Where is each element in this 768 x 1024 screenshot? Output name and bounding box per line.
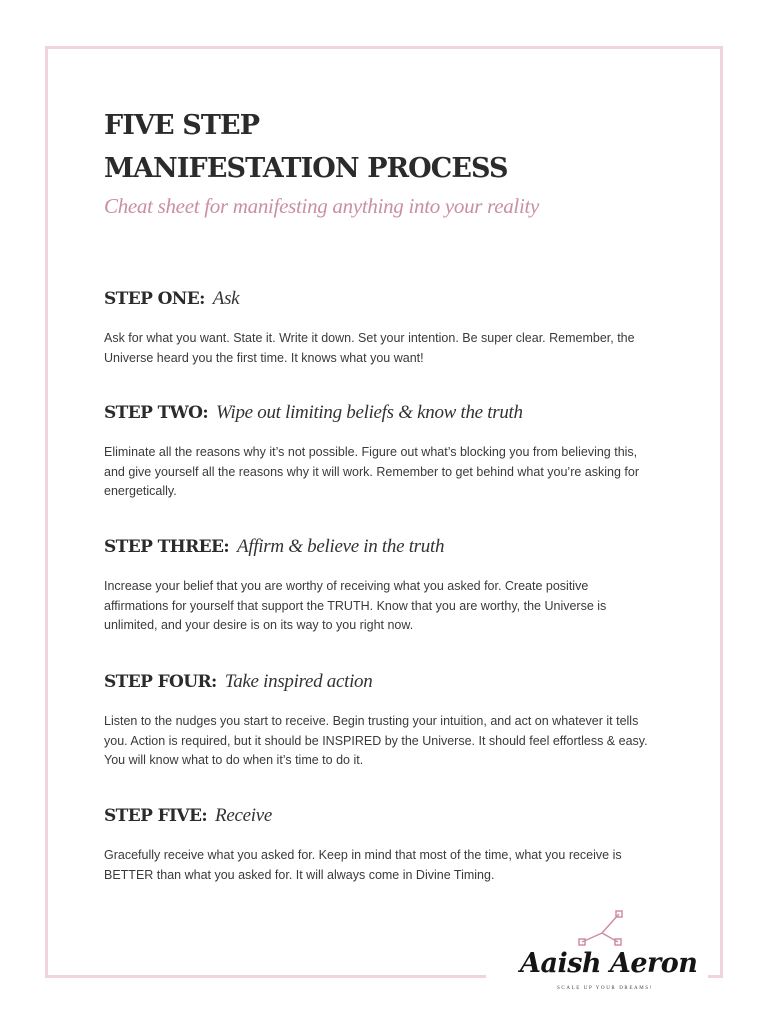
brand-logo	[520, 905, 698, 1000]
step-label: STEP FIVE:	[104, 806, 208, 826]
step-body: Increase your belief that you are worthy of receiving what you asked for. Create positive affirmations for yourself that support the TRUTH. Know that you are worthy, the Universe is unlimited, and your desire is on its way to you right now.	[104, 579, 607, 632]
constellation-icon	[576, 905, 628, 951]
step-heading	[104, 401, 664, 425]
step-name: Take inspired action	[224, 671, 373, 692]
step-five	[104, 804, 664, 885]
logo-tagline: SCALE UP YOUR DREAMS!	[557, 986, 653, 991]
step-four	[104, 670, 664, 771]
step-one	[104, 287, 664, 368]
step-name: Ask	[212, 288, 240, 309]
step-heading	[104, 287, 664, 311]
step-three	[104, 535, 664, 636]
document-content	[104, 104, 664, 219]
title-line-1: FIVE STEP	[104, 110, 260, 141]
step-label: STEP ONE:	[104, 289, 205, 309]
step-body: Ask for what you want. State it. Write it down. Set your intention. Be super clear. Remember, the Universe heard you the first time. It knows what you want!	[104, 331, 635, 365]
title-line-2: MANIFESTATION PROCESS	[104, 153, 508, 184]
step-heading	[104, 804, 664, 828]
step-label: STEP FOUR:	[104, 672, 217, 692]
step-label: STEP THREE:	[104, 537, 230, 557]
step-name: Affirm & believe in the truth	[237, 536, 445, 557]
step-body: Eliminate all the reasons why it’s not possible. Figure out what’s blocking you from believing this, and give yourself all the reasons why it will work. Remember to get behind what you’re asking for energetically.	[104, 445, 639, 498]
step-name: Receive	[215, 805, 272, 826]
step-body: Gracefully receive what you asked for. Keep in mind that most of the time, what you receive is BETTER than what you asked for. It will always come in Divine Timing.	[104, 848, 622, 882]
page-title	[104, 104, 664, 190]
step-two	[104, 401, 664, 502]
step-heading	[104, 670, 664, 694]
step-body: Listen to the nudges you start to receive. Begin trusting your intuition, and act on whatever it tells you. Action is required, but it should be INSPIRED by the Universe. It should feel effortless & easy. You will know what to do when it’s time to do it.	[104, 714, 648, 767]
step-label: STEP TWO:	[104, 403, 209, 423]
page-subtitle: Cheat sheet for manifesting anything into your reality	[104, 194, 540, 218]
step-heading	[104, 535, 664, 559]
step-name: Wipe out limiting beliefs & know the truth	[216, 402, 523, 423]
logo-wordmark: Aaish Aeron	[520, 948, 698, 979]
